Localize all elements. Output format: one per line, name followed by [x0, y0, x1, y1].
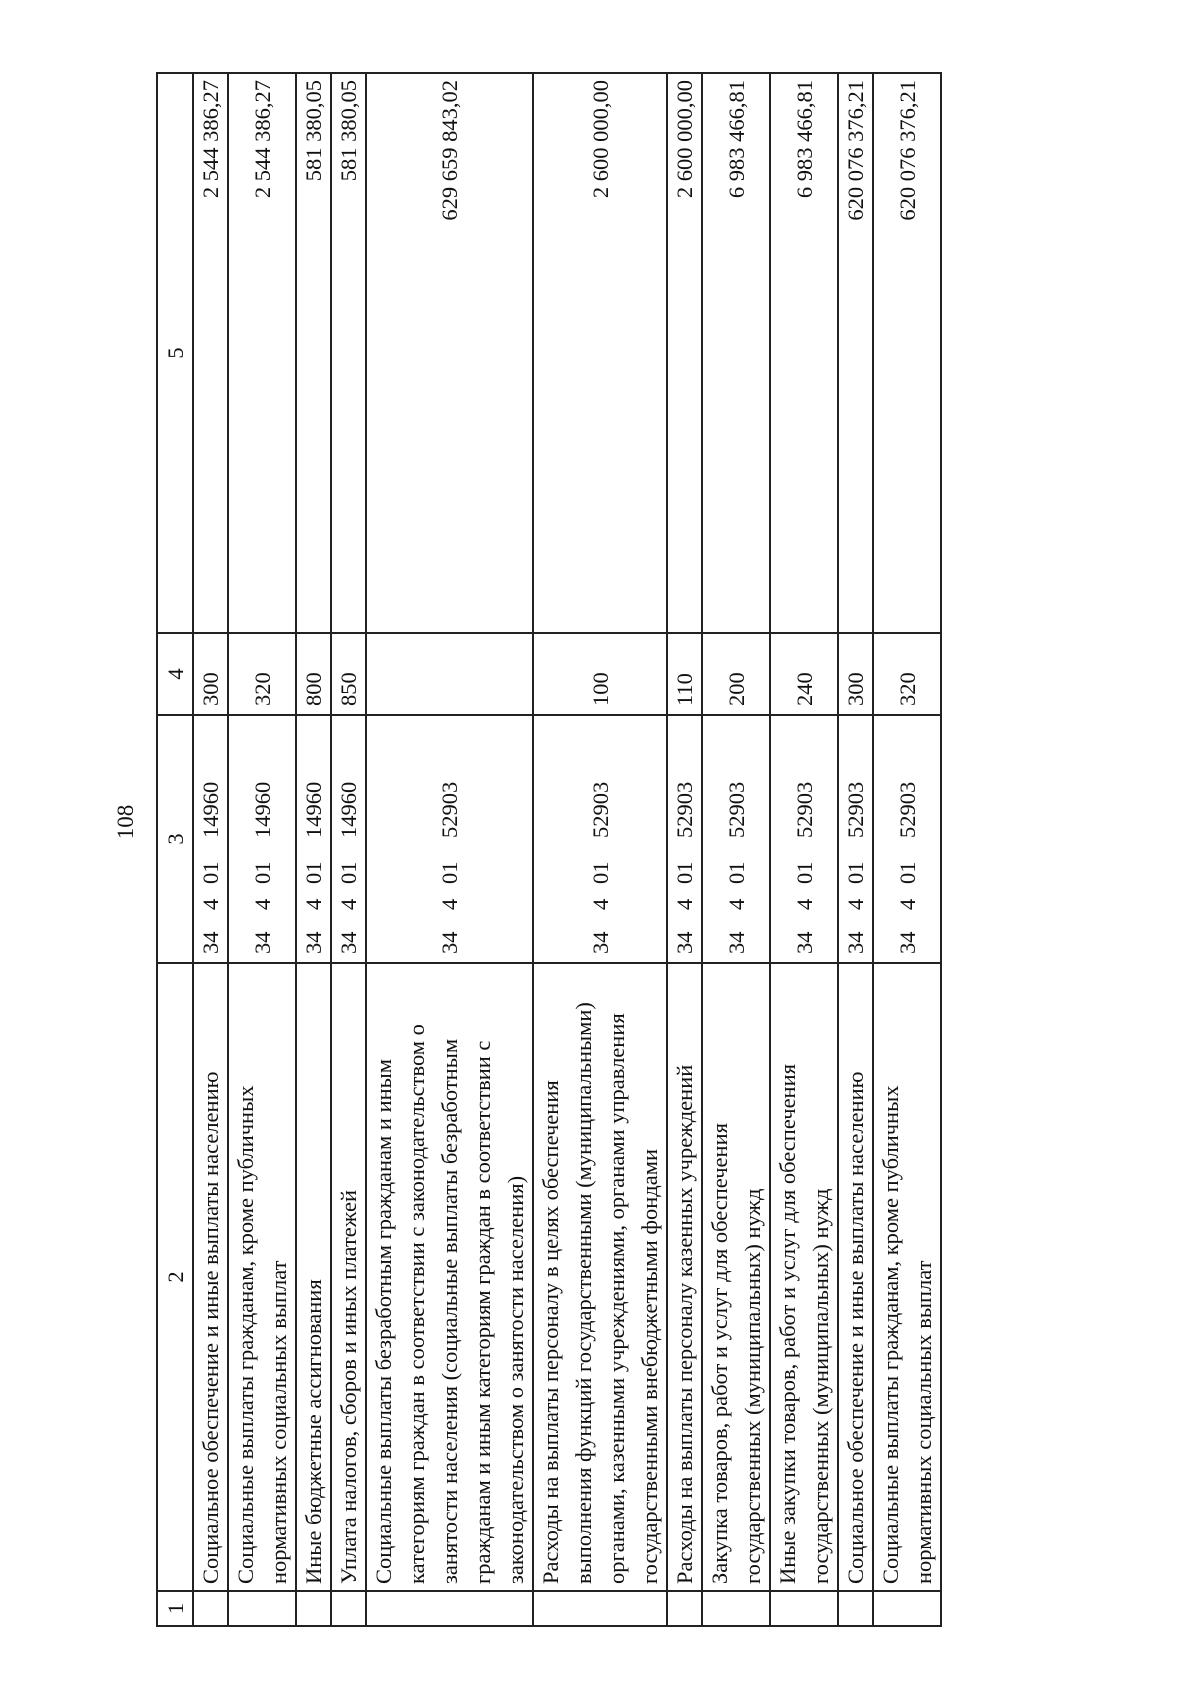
- header-col-3: 3: [157, 715, 193, 963]
- table-row: [770, 73, 838, 1626]
- code-part-3: 01: [672, 861, 697, 884]
- header-col-5: 5: [157, 73, 193, 633]
- code-part-2: 4: [587, 898, 613, 910]
- row-amount-cell: 581 380,05: [331, 73, 366, 633]
- code-part-3: 01: [336, 861, 361, 884]
- row-type-cell: 110: [667, 633, 702, 715]
- table-row: [533, 73, 667, 1626]
- row-amount-cell: 6 983 466,81: [702, 73, 770, 633]
- code-part-2: 4: [249, 898, 275, 910]
- table-row: [873, 73, 941, 1626]
- code-part-4: 52903: [791, 781, 817, 838]
- row-amount-cell: 620 076 376,21: [838, 73, 873, 633]
- row-amount-cell: 6 983 466,81: [770, 73, 838, 633]
- row-type-cell: 100: [533, 633, 667, 715]
- table-body: [193, 73, 941, 1626]
- row-number-cell: [331, 1591, 366, 1626]
- row-number-cell: [533, 1591, 667, 1626]
- code-part-4: 52903: [894, 781, 920, 838]
- row-name-cell: Социальные выплаты безработным гражданам и иным категориям граждан в соответствии с законодательством о занятости населения (социальные выплаты безработным гражданам и иным категориям граждан в соответствии с законодательством о занятости населения): [366, 963, 533, 1591]
- rotated-table-container: [156, 74, 1200, 1627]
- code-part-3: 01: [843, 861, 868, 884]
- header-row: [157, 73, 193, 1626]
- table-row: [702, 73, 770, 1626]
- row-number-cell: [228, 1591, 296, 1626]
- code-part-1: 34: [587, 931, 613, 954]
- code-part-3: 01: [437, 861, 462, 884]
- code-part-4: 52903: [437, 781, 462, 838]
- row-amount-cell: 629 659 843,02: [366, 73, 533, 633]
- code-part-4: 52903: [672, 781, 697, 838]
- table-row: [228, 73, 296, 1626]
- header-col-2: 2: [157, 963, 193, 1591]
- code-part-2: 4: [301, 898, 326, 910]
- row-code-cell: [770, 715, 838, 963]
- row-name-cell: Иные бюджетные ассигнования: [296, 963, 331, 1591]
- code-part-4: 52903: [723, 781, 749, 838]
- row-number-cell: [366, 1591, 533, 1626]
- row-type-cell: 850: [331, 633, 366, 715]
- row-code-cell: [667, 715, 702, 963]
- code-part-3: 01: [791, 861, 817, 884]
- row-amount-cell: 620 076 376,21: [873, 73, 941, 633]
- code-part-1: 34: [894, 931, 920, 954]
- table-row: [331, 73, 366, 1626]
- row-amount-cell: 581 380,05: [296, 73, 331, 633]
- code-part-3: 01: [894, 861, 920, 884]
- row-code-cell: [193, 715, 228, 963]
- code-part-2: 4: [894, 898, 920, 910]
- code-part-2: 4: [198, 898, 223, 910]
- code-part-1: 34: [843, 931, 868, 954]
- row-number-cell: [770, 1591, 838, 1626]
- code-part-3: 01: [198, 861, 223, 884]
- code-part-4: 52903: [587, 781, 613, 838]
- row-amount-cell: 2 544 386,27: [228, 73, 296, 633]
- table-row: [193, 73, 228, 1626]
- code-part-1: 34: [791, 931, 817, 954]
- code-part-2: 4: [672, 898, 697, 910]
- table-row: [296, 73, 331, 1626]
- row-code-cell: [366, 715, 533, 963]
- row-type-cell: 240: [770, 633, 838, 715]
- row-type-cell: 300: [838, 633, 873, 715]
- row-amount-cell: 2 600 000,00: [533, 73, 667, 633]
- row-name-cell: Социальные выплаты гражданам, кроме публичных нормативных социальных выплат: [228, 963, 296, 1591]
- code-part-3: 01: [249, 861, 275, 884]
- row-code-cell: [873, 715, 941, 963]
- page-number: 108: [113, 804, 138, 840]
- row-code-cell: [533, 715, 667, 963]
- table-row: [366, 73, 533, 1626]
- code-part-3: 01: [587, 861, 613, 884]
- code-part-2: 4: [437, 898, 462, 910]
- code-part-4: 14960: [249, 781, 275, 838]
- code-part-4: 14960: [336, 781, 361, 838]
- table-row: [838, 73, 873, 1626]
- row-type-cell: 300: [193, 633, 228, 715]
- row-type-cell: 800: [296, 633, 331, 715]
- row-amount-cell: 2 600 000,00: [667, 73, 702, 633]
- row-name-cell: Социальное обеспечение и иные выплаты населению: [838, 963, 873, 1591]
- code-part-1: 34: [198, 931, 223, 954]
- row-code-cell: [296, 715, 331, 963]
- code-part-1: 34: [723, 931, 749, 954]
- row-name-cell: Иные закупки товаров, работ и услуг для обеспечения государственных (муниципальных) нужд: [770, 963, 838, 1591]
- code-part-2: 4: [336, 898, 361, 910]
- code-part-4: 52903: [843, 781, 868, 838]
- code-part-2: 4: [843, 898, 868, 910]
- row-name-cell: Закупка товаров, работ и услуг для обеспечения государственных (муниципальных) нужд: [702, 963, 770, 1591]
- row-type-cell: 200: [702, 633, 770, 715]
- row-code-cell: [702, 715, 770, 963]
- row-amount-cell: 2 544 386,27: [193, 73, 228, 633]
- row-type-cell: [366, 633, 533, 715]
- code-part-1: 34: [249, 931, 275, 954]
- row-code-cell: [228, 715, 296, 963]
- header-col-4: 4: [157, 633, 193, 715]
- code-part-3: 01: [301, 861, 326, 884]
- budget-table: [156, 72, 942, 1627]
- row-name-cell: Расходы на выплаты персоналу казенных учреждений: [667, 963, 702, 1591]
- header-col-1: 1: [157, 1591, 193, 1626]
- row-number-cell: [702, 1591, 770, 1626]
- row-name-cell: Социальное обеспечение и иные выплаты населению: [193, 963, 228, 1591]
- row-number-cell: [667, 1591, 702, 1626]
- code-part-4: 14960: [301, 781, 326, 838]
- row-name-cell: Расходы на выплаты персоналу в целях обеспечения выполнения функций государственными (муниципальными) органами, казенными учреждениями, органами управления государственными внебюджетными фондами: [533, 963, 667, 1591]
- row-type-cell: 320: [873, 633, 941, 715]
- code-part-1: 34: [437, 931, 462, 954]
- code-part-1: 34: [336, 931, 361, 954]
- row-type-cell: 320: [228, 633, 296, 715]
- code-part-2: 4: [723, 898, 749, 910]
- row-name-cell: Социальные выплаты гражданам, кроме публичных нормативных социальных выплат: [873, 963, 941, 1591]
- row-code-cell: [331, 715, 366, 963]
- row-code-cell: [838, 715, 873, 963]
- code-part-4: 14960: [198, 781, 223, 838]
- code-part-1: 34: [301, 931, 326, 954]
- code-part-3: 01: [723, 861, 749, 884]
- row-number-cell: [193, 1591, 228, 1626]
- code-part-2: 4: [791, 898, 817, 910]
- row-number-cell: [838, 1591, 873, 1626]
- row-number-cell: [296, 1591, 331, 1626]
- table-row: [667, 73, 702, 1626]
- code-part-1: 34: [672, 931, 697, 954]
- row-number-cell: [873, 1591, 941, 1626]
- row-name-cell: Уплата налогов, сборов и иных платежей: [331, 963, 366, 1591]
